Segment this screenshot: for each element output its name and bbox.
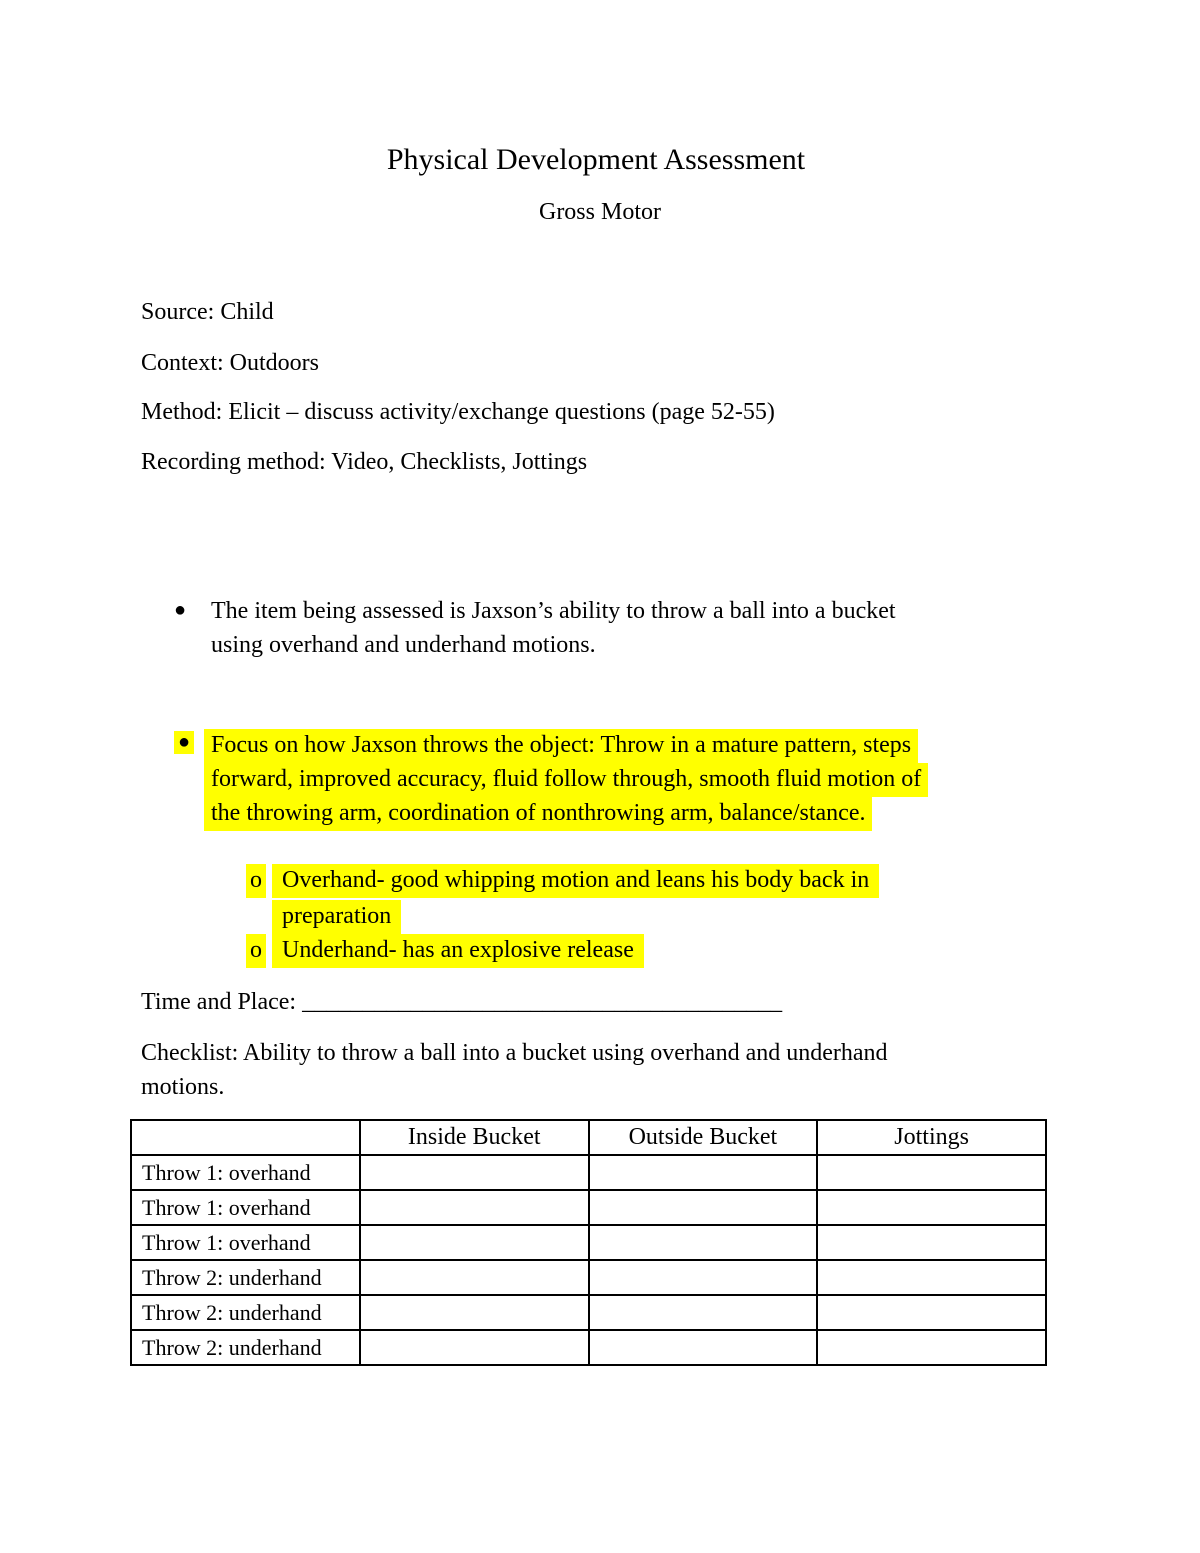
sub-bullet-marker: o: [246, 934, 266, 968]
header-outside-bucket: Outside Bucket: [589, 1120, 818, 1155]
sub-bullet-overhand: Overhand- good whipping motion and leans his body back in: [272, 864, 879, 898]
sub-bullet-underhand: Underhand- has an explosive release: [272, 934, 644, 968]
bullet2-line: the throwing arm, coordination of nonthrowing arm, balance/stance.: [204, 797, 872, 831]
bullet-icon: ●: [174, 599, 187, 621]
header-inside-bucket: Inside Bucket: [360, 1120, 589, 1155]
bullet1-line: using overhand and underhand motions.: [211, 632, 596, 658]
bullet2-line: Focus on how Jaxson throws the object: Throw in a mature pattern, steps: [204, 729, 918, 763]
sub-bullet-overhand-cont: preparation: [272, 900, 401, 934]
table-header-row: [131, 1120, 1046, 1155]
row-label: Throw 1: overhand: [131, 1225, 360, 1260]
outside-bucket-cell[interactable]: [589, 1190, 818, 1225]
time-and-place-field: Time and Place: ________________________________________: [141, 989, 783, 1015]
checklist-line: Checklist: Ability to throw a ball into a bucket using overhand and underhand: [141, 1040, 888, 1066]
outside-bucket-cell[interactable]: [589, 1155, 818, 1190]
row-label: Throw 2: underhand: [131, 1330, 360, 1365]
bullet1-line: The item being assessed is Jaxson’s ability to throw a ball into a bucket: [211, 598, 896, 624]
jottings-cell[interactable]: [817, 1155, 1046, 1190]
jottings-cell[interactable]: [817, 1260, 1046, 1295]
inside-bucket-cell[interactable]: [360, 1190, 589, 1225]
row-label: Throw 2: underhand: [131, 1260, 360, 1295]
recording-method-field: Recording method: Video, Checklists, Jottings: [141, 449, 588, 475]
inside-bucket-cell[interactable]: [360, 1155, 589, 1190]
context-field: Context: Outdoors: [141, 350, 319, 376]
outside-bucket-cell[interactable]: [589, 1260, 818, 1295]
source-field: Source: Child: [141, 299, 274, 325]
method-field: Method: Elicit – discuss activity/exchange questions (page 52-55): [141, 399, 775, 425]
row-label: Throw 1: overhand: [131, 1155, 360, 1190]
inside-bucket-cell[interactable]: [360, 1330, 589, 1365]
table-row: [131, 1295, 1046, 1330]
header-jottings: Jottings: [817, 1120, 1046, 1155]
inside-bucket-cell[interactable]: [360, 1295, 589, 1330]
inside-bucket-cell[interactable]: [360, 1225, 589, 1260]
table-row: [131, 1190, 1046, 1225]
inside-bucket-cell[interactable]: [360, 1260, 589, 1295]
jottings-cell[interactable]: [817, 1295, 1046, 1330]
header-cell: [131, 1120, 360, 1155]
outside-bucket-cell[interactable]: [589, 1295, 818, 1330]
jottings-cell[interactable]: [817, 1225, 1046, 1260]
row-label: Throw 2: underhand: [131, 1295, 360, 1330]
table-row: [131, 1330, 1046, 1365]
row-label: Throw 1: overhand: [131, 1190, 360, 1225]
outside-bucket-cell[interactable]: [589, 1225, 818, 1260]
jottings-cell[interactable]: [817, 1190, 1046, 1225]
page-title: Physical Development Assessment: [386, 143, 806, 176]
outside-bucket-cell[interactable]: [589, 1330, 818, 1365]
bullet-icon: ●: [174, 731, 194, 754]
table-row: [131, 1155, 1046, 1190]
page-subtitle: Gross Motor: [538, 199, 661, 225]
checklist-line: motions.: [141, 1074, 225, 1100]
table-row: [131, 1260, 1046, 1295]
sub-bullet-marker: o: [246, 864, 266, 898]
table-row: [131, 1225, 1046, 1260]
jottings-cell[interactable]: [817, 1330, 1046, 1365]
bullet2-line: forward, improved accuracy, fluid follow through, smooth fluid motion of: [204, 763, 928, 797]
checklist-table: [130, 1119, 1047, 1366]
